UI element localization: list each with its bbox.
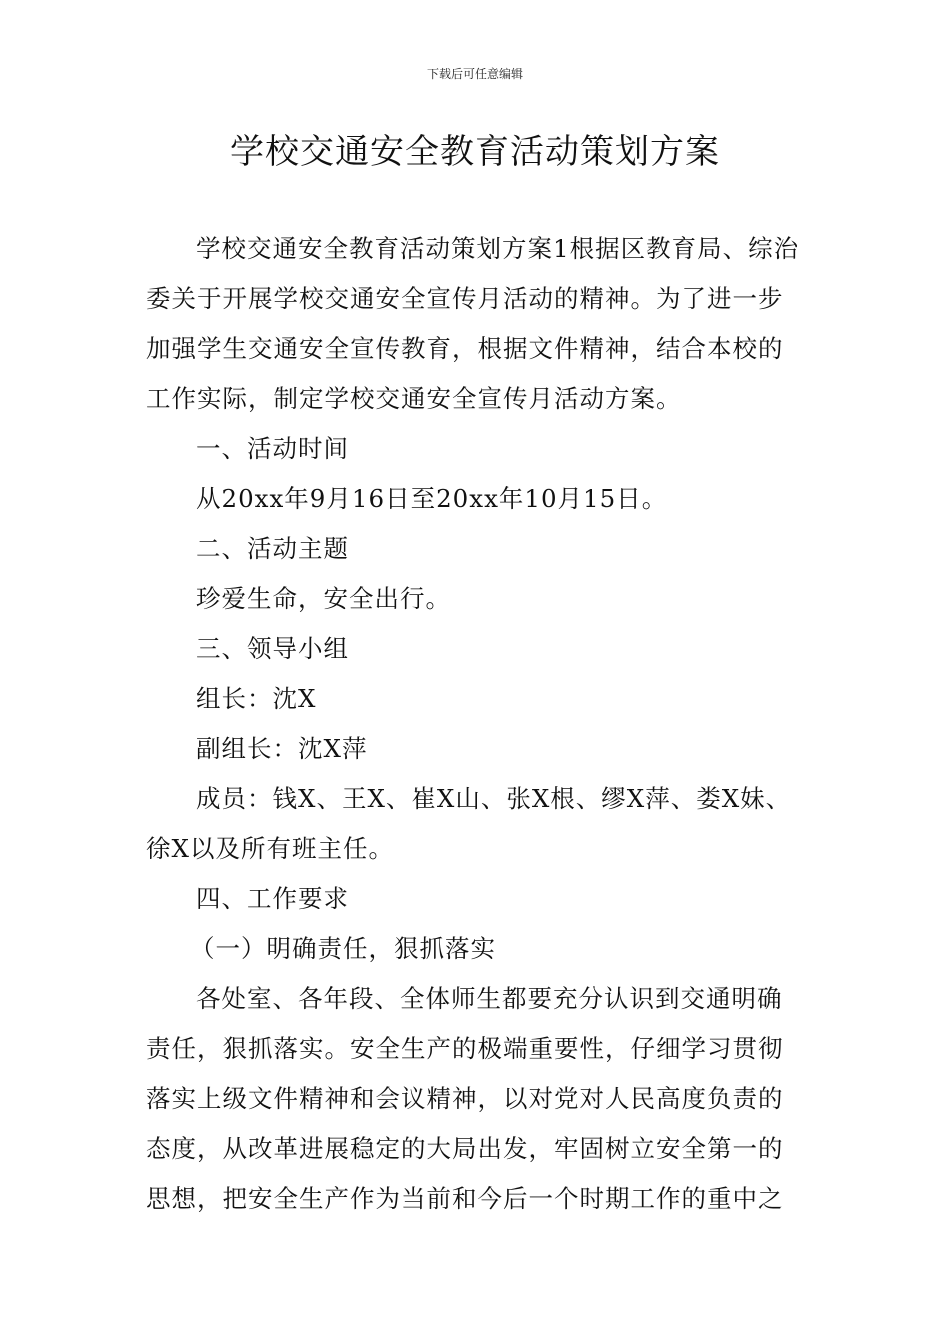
paragraph-line: 加强学生交通安全宣传教育，根据文件精神，结合本校的 (146, 334, 784, 363)
paragraph-line: 组长：沈X (196, 684, 317, 713)
subsection-heading: （一）明确责任，狠抓落实 (190, 934, 496, 963)
paragraph-line: 落实上级文件精神和会议精神，以对党对人民高度负责的 (146, 1084, 784, 1113)
paragraph-line: 学校交通安全教育活动策划方案1根据区教育局、综治 (196, 234, 800, 263)
paragraph-line: 委关于开展学校交通安全宣传月活动的精神。为了进一步 (146, 284, 784, 313)
document-body (146, 224, 811, 1224)
paragraph-line: 工作实际，制定学校交通安全宣传月活动方案。 (146, 384, 682, 413)
header-note: 下载后可任意编辑 (426, 67, 523, 81)
paragraph-line: 珍爱生命，安全出行。 (196, 584, 451, 613)
document-title: 学校交通安全教育活动策划方案 (230, 132, 720, 172)
section-heading: 一、活动时间 (196, 434, 349, 463)
section-heading: 二、活动主题 (196, 534, 349, 563)
paragraph-line: 各处室、各年段、全体师生都要充分认识到交通明确 (196, 984, 783, 1013)
paragraph-line: 态度，从改革进展稳定的大局出发，牢固树立安全第一的 (146, 1134, 784, 1163)
paragraph-line: 成员：钱X、王X、崔X山、张X根、缪X萍、娄X妹、 (196, 784, 792, 813)
paragraph-line: 副组长：沈X萍 (196, 734, 368, 763)
paragraph-line: 徐X以及所有班主任。 (146, 834, 394, 863)
section-heading: 四、工作要求 (196, 884, 349, 913)
paragraph-line: 从20xx年9月16日至20xx年10月15日。 (196, 484, 668, 513)
paragraph-line: 思想，把安全生产作为当前和今后一个时期工作的重中之 (146, 1184, 784, 1213)
section-heading: 三、领导小组 (196, 634, 349, 663)
paragraph-line: 责任，狠抓落实。安全生产的极端重要性，仔细学习贯彻 (146, 1034, 784, 1063)
